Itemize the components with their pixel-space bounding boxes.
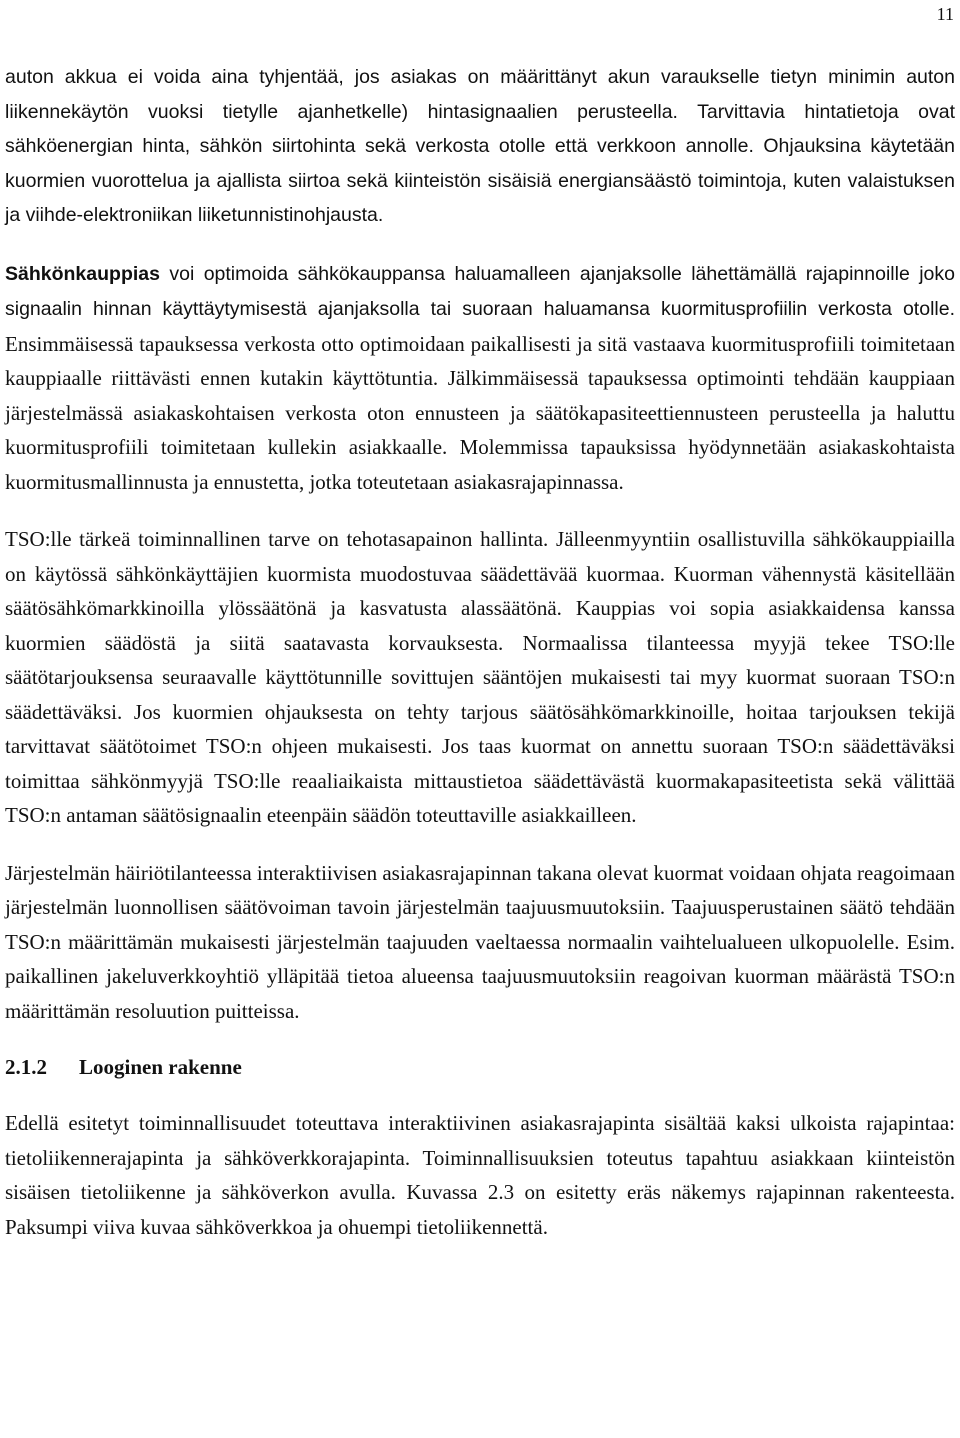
paragraph-text: auton akkua ei voida aina tyhjentää, jos asiakas on määrittänyt akun varaukselle tietyn minimin auton liikennekäytön vuoksi tietylle ajanhetkelle) hintasignaalien perusteella. Tarvittavia hintatietoja ovat sähköenergian hinta, sähkön siirtohinta sekä verkosta otolle että verkkoon annolle. Ohjauksina käytetään kuormien vuorottelua ja ajallista siirtoa sekä kiinteistön sisäisiä energiansäästö toimintoja, kuten valaistuksen ja viihde-elektroniikan liiketunnistinohjausta. (5, 66, 955, 226)
paragraph-text: Järjestelmän häiriötilanteessa interaktiivisen asiakasrajapinnan takana olevat kuormat voidaan ohjata reagoimaan järjestelmän luonnollisen säätövoiman tavoin järjestelmän taajuusmuutoksiin. Taajuusperustainen säätö tehdään TSO:n määrittämän mukaisesti järjestelmän taajuuden vaeltaessa normaalin vaihtelualueen ulkopuolelle. Esim. paikallinen jakeluverkkoyhtiö ylläpitää tietoa alueensa taajuusmuutoksiin reagoivan kuorman määrästä TSO:n määrittämän resoluution puitteissa. (5, 860, 955, 1023)
section-title: Looginen rakenne (79, 1055, 242, 1079)
page-number: 11 (936, 4, 954, 24)
paragraph-text: :lle tärkeä toiminnallinen tarve on tehotasapainon hallinta. Jälleenmyyntiin osallistuvilla sähkökauppiailla on käytössä sähkönkäyttäjien kuormista muodostuvaa säädettävää kuormaa. Kuorman vähennystä käsitellään säätösähkömarkkinoilla ylössäätönä ja kasvatusta alassäätönä. Kauppias voi sopia asiakkaidensa kanssa kuormien säädöstä ja siitä saatavasta korvauksesta. Normaalissa tilanteessa myyjä tekee TSO:lle säätötarjouksensa seuraavalle käyttötunnille sovittujen sääntöjen mukaisesti tai myy kuormat suoraan TSO:n säädettäväksi. Jos kuormien ohjauksesta on tehty tarjous säätösähkömarkkinoille, hoitaa tarjouksen tekijä tarvittavat säätötoimet TSO:n ohjeen mukaisesti. Jos taas kuormat on annettu suoraan TSO:n säädettäväksi toimittaa sähkönmyyjä TSO:lle reaaliaikaista mittaustietoa säädettävästä kuormakapasiteetista sekä välittää TSO:n antaman säätösignaalin eteenpäin säädön toteuttaville asiakkailleen. (5, 527, 955, 827)
term-tso: TSO (5, 527, 45, 551)
paragraph-logical-structure (5, 1106, 955, 1244)
paragraph-system-disturbance (5, 856, 955, 1029)
section-heading (5, 1050, 955, 1084)
paragraph-tso (5, 522, 955, 833)
section-number: 2.1.2 (5, 1055, 47, 1079)
document-body (5, 60, 955, 1244)
paragraph-customer-control (5, 60, 955, 233)
paragraph-text-sans: voi optimoida sähkökauppansa haluamalleen ajanjaksolle lähettämällä rajapinnoille joko signaalin hinnan käyttäytymisestä ajanjaksolla tai suoraan haluamansa kuormitusprofiilin verkosta otolle. (5, 262, 955, 320)
paragraph-text: Edellä esitetyt toiminnallisuudet toteuttava interaktiivinen asiakasrajapinta sisältää kaksi ulkoista rajapintaa: tietoliikennerajapinta ja sähköverkkorajapinta. Toiminnallisuuksien toteutus tapahtuu asiakkaan kiinteistön sisäisen tietoliikenne ja sähköverkon avulla. Kuvassa 2.3 on esitetty eräs näkemys rajapinnan rakenteesta. Paksumpi viiva kuvaa sähköverkkoa ja ohuempi tietoliikennettä. (5, 1111, 955, 1239)
paragraph-text: Ensimmäisessä tapauksessa verkosta otto optimoidaan paikallisesti ja sitä vastaava kuormitusprofiili toimitetaan kauppiaalle riittävästi ennen kutakin käyttötuntia. Jälkimmäisessä tapauksessa optimointi tehdään kauppiaan järjestelmässä asiakaskohtaisen verkosta oton ennusteen ja säätökapasiteettiennusteen perusteella ja haluttu kuormitusprofiili toimitetaan kullekin asiakkaalle. Molemmissa tapauksissa hyödynnetään asiakaskohtaista kuormitusmallinnusta ja ennustetta, jotka toteutetaan asiakasrajapinnassa. (5, 331, 955, 494)
term-electricity-retailer: Sähkönkauppias (5, 262, 160, 285)
paragraph-electricity-retailer (5, 256, 955, 500)
